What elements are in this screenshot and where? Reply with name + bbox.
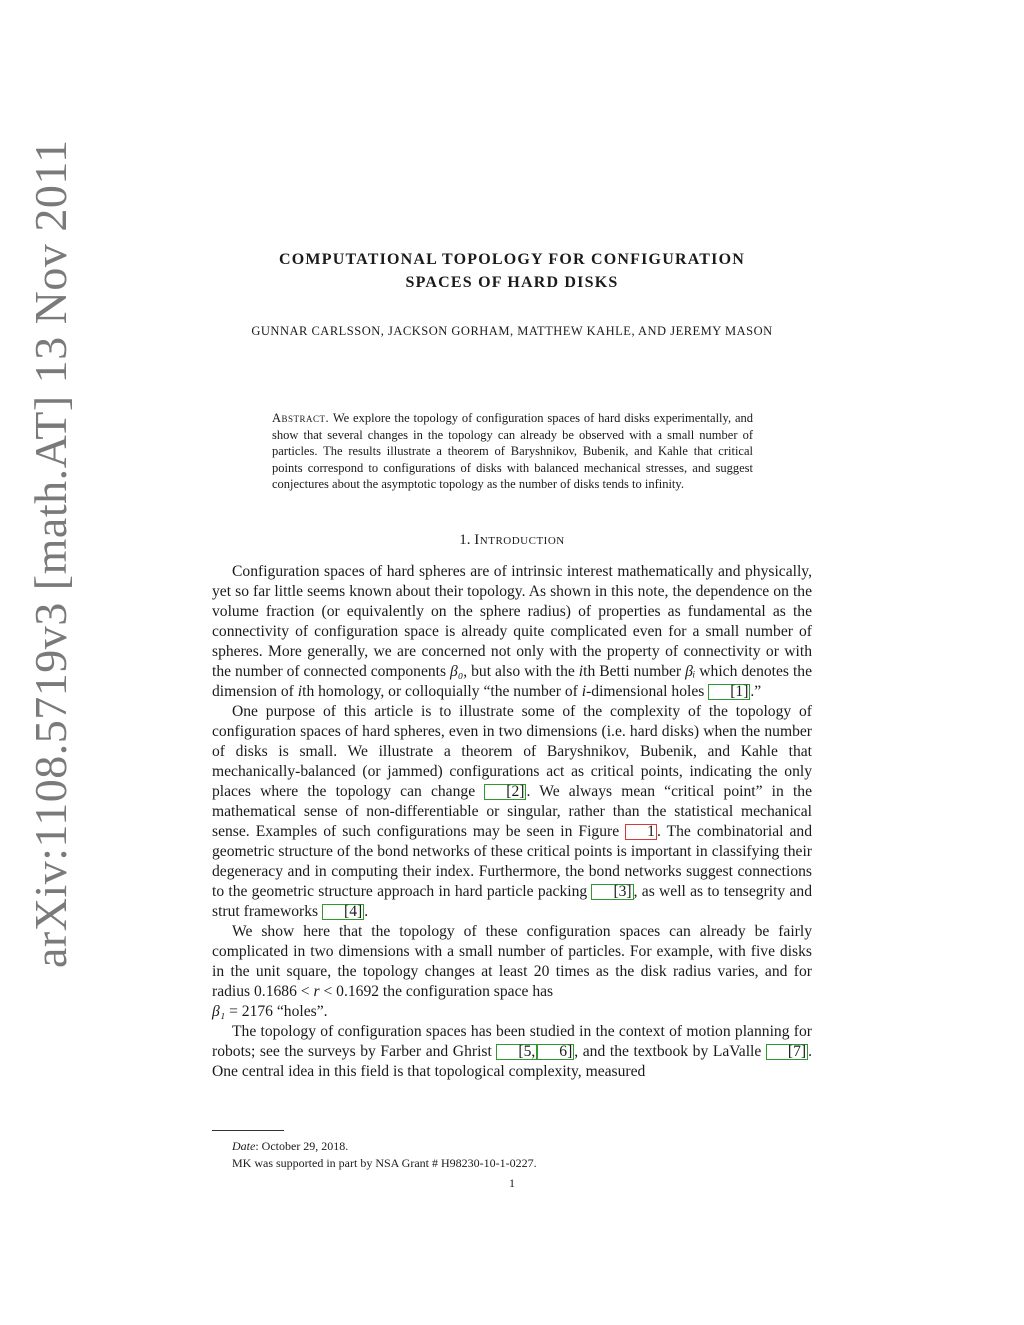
citation-link-2[interactable]: [2] [484,784,526,800]
text-run: . The combinatorial and geometric structure of the bond networks of these critical points is important in classifying their degeneracy and in computing their index. Furthermore, the bond networks suggest connections to the geometric structure approach in hard particle packing [212,823,812,900]
text-run: . One central idea in this field is that topological complexity, measured [212,1043,812,1080]
text-run: The topology of configuration spaces has been studied in the context of motion planning for robots; see the surveys by Farber and Ghrist [212,1023,812,1060]
citation-link-3[interactable]: [3] [591,884,633,900]
citation-link-1[interactable]: [1] [708,684,750,700]
abstract [272,410,753,493]
title-line-1: COMPUTATIONAL TOPOLOGY FOR CONFIGURATION [279,251,745,268]
math-i: i [578,663,584,680]
text-run: th Betti number [583,663,686,680]
paper-title [212,248,812,294]
abstract-label: Abstract. [272,411,330,425]
math-i: i [297,683,303,700]
footnote-grant: MK was supported in part by NSA Grant # H98230-10-1-0227. [232,1156,537,1170]
text-run: .” [750,683,762,700]
math-beta-0: β₀ [450,663,464,680]
paragraph-1 [212,562,812,702]
math-beta-i: βᵢ [685,663,696,680]
page-number: 1 [509,1176,515,1190]
arxiv-identifier: arXiv:1108.5719v3 [math.AT] 13 Nov 2011 [25,139,76,968]
math-r: r [313,983,320,1000]
arxiv-stamp [24,139,76,968]
citation-link-6[interactable]: 6] [537,1044,574,1060]
title-line-2: SPACES OF HARD DISKS [405,274,619,291]
text-run: which denotes the dimension of [212,663,813,700]
text-run: < 0.1692 the configuration space has [319,983,554,1000]
paragraph-4 [212,1022,812,1082]
section-number: 1. [459,532,471,548]
citation-link-5[interactable]: [5, [496,1044,537,1060]
abstract-text: We explore the topology of configuration spaces of hard disks experimentally, and show that several changes in the topology can already be observed with a small number of particles. The results illustrate a theorem of Baryshnikov, Bubenik, and Kahle that critical points correspond to configurations of disks with balanced mechanical stresses, and suggest conjectures about the asymptotic topology as the number of disks tends to infinity. [272,411,754,492]
text-run: , but also with the [463,663,579,680]
text-run: . We always mean “critical point” in the mathematical sense of non-differentiable or singular, rather than the statistical mechanical sense. Examples of such configurations may be seen in Figure [212,783,812,840]
math-i: i [581,683,587,700]
body-text [212,562,812,1082]
text-run: -dimensional holes [586,683,709,700]
text-run: We show here that the topology of these configuration spaces can already be fairly complicated in two dimensions with a small number of particles. For example, with five disks in the unit square, the topology changes at least 20 times as the disk radius varies, and for radius 0.1686 < [212,923,812,1000]
text-run: . [364,903,369,920]
section-name: Introduction [474,532,565,548]
paragraph-2 [212,702,812,922]
citation-link-4[interactable]: [4] [322,904,364,920]
text-run: th homology, or colloquially “the number of [302,683,582,700]
citation-link-7[interactable]: [7] [766,1044,808,1060]
math-beta-1: β₁ [212,1003,226,1020]
text-run: One purpose of this article is to illustrate some of the complexity of the topology of configuration spaces of hard spheres, even in two dimensions (i.e. hard disks) when the number of disks is small. We illustrate a theorem of Baryshnikov, Bubenik, and Kahle that mechanically-balanced (or jammed) configurations act as critical points, indicating the only places where the topology can change [212,703,812,800]
footnote-divider [212,1130,284,1131]
text-run: = 2176 “holes”. [225,1003,328,1020]
figure-link-1[interactable]: 1 [625,824,657,840]
footnotes [212,1138,812,1172]
date-label: Date [232,1139,256,1153]
date-value: : October 29, 2018. [255,1139,349,1153]
paragraph-3 [212,922,812,1022]
author-list: GUNNAR CARLSSON, JACKSON GORHAM, MATTHEW KAHLE, AND JEREMY MASON [251,324,773,338]
footnote-date [212,1138,812,1155]
text-run: , and the textbook by LaValle [574,1043,766,1060]
text-run: Configuration spaces of hard spheres are of intrinsic interest mathematically and physically, yet so far little seems known about their topology. As shown in this note, the dependence on the volume fraction (or equivalently on the sphere radius) of properties as fundamental as the connectivity of configuration space is already quite complicated even for a small number of spheres. More generally, we are concerned not only with the property of connectivity or with the number of connected components [212,563,812,680]
text-run: , as well as to tensegrity and strut frameworks [212,883,812,920]
section-heading [212,532,812,549]
